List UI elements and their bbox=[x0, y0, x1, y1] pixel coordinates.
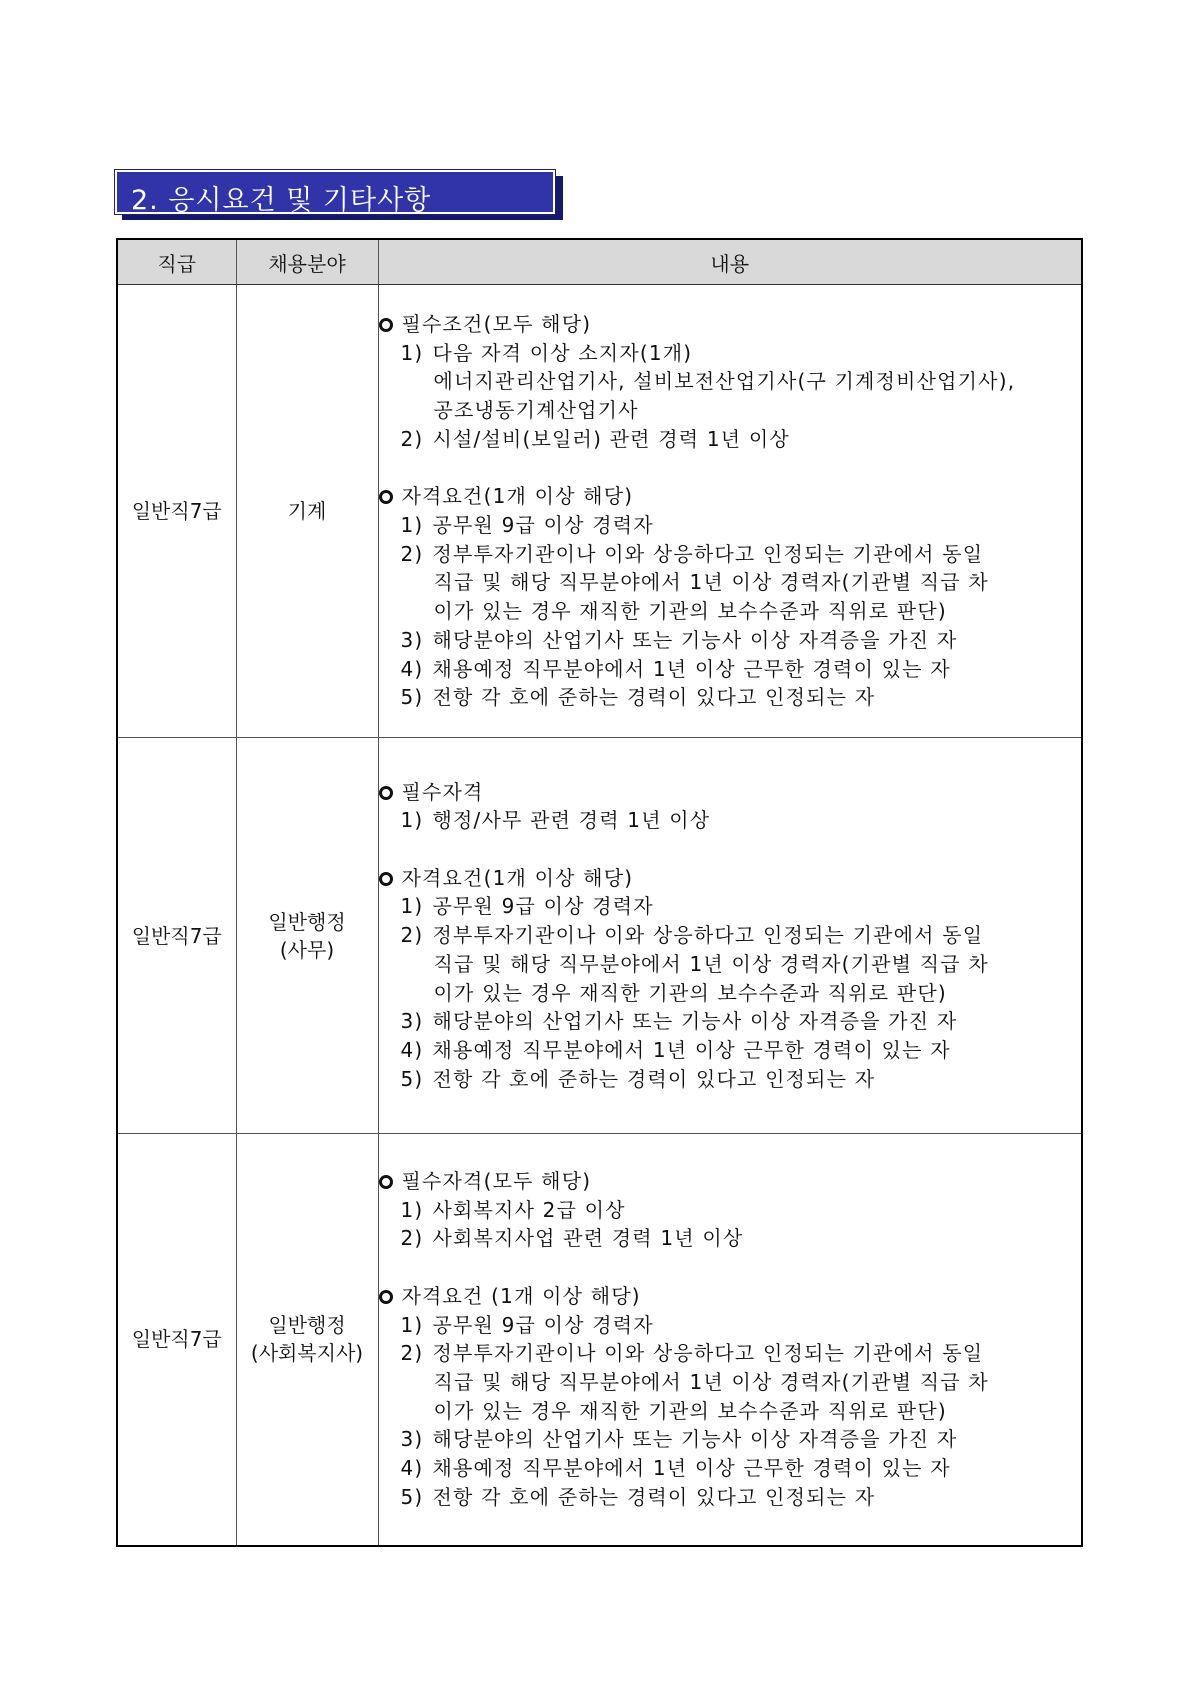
item-number: 1) bbox=[400, 894, 424, 919]
requirement-item bbox=[379, 921, 1082, 950]
requirement-item bbox=[379, 626, 1082, 655]
header-grade: 직급 bbox=[117, 239, 236, 285]
grade-cell: 일반직7급 bbox=[117, 285, 236, 738]
group-spacer bbox=[379, 835, 1082, 864]
table-row bbox=[117, 738, 1082, 1134]
item-text: 전항 각 호에 준하는 경력이 있다고 인정되는 자 bbox=[432, 685, 876, 710]
requirement-item bbox=[379, 655, 1082, 684]
item-number: 2) bbox=[400, 1226, 424, 1251]
requirement-group-title bbox=[379, 310, 1082, 339]
section-title: 2. 응시요건 및 기타사항 bbox=[131, 185, 432, 216]
item-number: 4) bbox=[400, 656, 424, 681]
group-spacer bbox=[379, 1253, 1082, 1282]
item-text: 전항 각 호에 준하는 경력이 있다고 인정되는 자 bbox=[432, 1066, 876, 1091]
item-text: 채용예정 직무분야에서 1년 이상 근무한 경력이 있는 자 bbox=[432, 1456, 951, 1481]
field-line: (사회복지사) bbox=[250, 1341, 364, 1366]
item-number: 1) bbox=[400, 1197, 424, 1222]
item-number: 2) bbox=[400, 426, 424, 451]
field-line: 기계 bbox=[287, 499, 327, 523]
table-body bbox=[117, 285, 1082, 1546]
requirement-item bbox=[379, 1196, 1082, 1225]
item-text: 공무원 9급 이상 경력자 bbox=[432, 894, 654, 919]
item-text: 채용예정 직무분야에서 1년 이상 근무한 경력이 있는 자 bbox=[432, 1037, 951, 1062]
item-text-continuation: 에너지관리산업기사, 설비보전산업기사(구 기계정비산업기사), bbox=[433, 369, 1016, 394]
item-number: 5) bbox=[400, 685, 424, 710]
item-number: 1) bbox=[400, 512, 424, 537]
banner-box bbox=[115, 170, 555, 214]
requirement-item bbox=[379, 1425, 1082, 1454]
table-row bbox=[117, 285, 1082, 738]
requirement-item bbox=[379, 1339, 1082, 1368]
content-cell bbox=[378, 738, 1082, 1134]
item-text-continuation: 이가 있는 경우 재직한 기관의 보수수준과 직위로 판단) bbox=[433, 980, 947, 1005]
item-text: 전항 각 호에 준하는 경력이 있다고 인정되는 자 bbox=[432, 1484, 876, 1509]
requirement-group-title bbox=[379, 1167, 1082, 1196]
group-title-text: 자격요건(1개 이상 해당) bbox=[401, 484, 634, 509]
item-text: 공무원 9급 이상 경력자 bbox=[432, 512, 654, 537]
item-text: 다음 자격 이상 소지자(1개) bbox=[432, 340, 693, 365]
group-title-text: 자격요건(1개 이상 해당) bbox=[401, 865, 634, 890]
item-text: 사회복지사 2급 이상 bbox=[432, 1197, 626, 1222]
item-text-continuation: 이가 있는 경우 재직한 기관의 보수수준과 직위로 판단) bbox=[433, 599, 947, 624]
requirement-item bbox=[379, 1224, 1082, 1253]
requirement-group-title bbox=[379, 778, 1082, 807]
table-row bbox=[117, 1134, 1082, 1546]
item-text-continuation: 직급 및 해당 직무분야에서 1년 이상 경력자(기관별 직급 차 bbox=[433, 1369, 989, 1394]
item-number: 1) bbox=[400, 1312, 424, 1337]
requirement-item bbox=[379, 1311, 1082, 1340]
requirement-item bbox=[379, 1454, 1082, 1483]
requirement-group-title bbox=[379, 1282, 1082, 1311]
circle-bullet-icon bbox=[379, 872, 393, 886]
table-header-row bbox=[117, 239, 1082, 285]
header-field: 채용분야 bbox=[236, 239, 378, 285]
content-text bbox=[379, 310, 1082, 712]
circle-bullet-icon bbox=[379, 490, 393, 504]
group-title-text: 자격요건 (1개 이상 해당) bbox=[401, 1283, 641, 1308]
item-text: 해당분야의 산업기사 또는 기능사 이상 자격증을 가진 자 bbox=[432, 627, 958, 652]
requirement-item bbox=[379, 339, 1082, 368]
item-number: 1) bbox=[400, 808, 424, 833]
requirement-item bbox=[379, 540, 1082, 569]
item-number: 4) bbox=[400, 1456, 424, 1481]
grade-cell: 일반직7급 bbox=[117, 738, 236, 1134]
content-text bbox=[379, 778, 1082, 1094]
item-text: 공무원 9급 이상 경력자 bbox=[432, 1312, 654, 1337]
item-text: 해당분야의 산업기사 또는 기능사 이상 자격증을 가진 자 bbox=[432, 1427, 958, 1452]
item-number: 5) bbox=[400, 1066, 424, 1091]
item-text: 시설/설비(보일러) 관련 경력 1년 이상 bbox=[432, 426, 790, 451]
field-cell bbox=[236, 1134, 378, 1546]
item-text-continuation: 공조냉동기계산업기사 bbox=[433, 398, 639, 423]
content-cell bbox=[378, 1134, 1082, 1546]
item-number: 4) bbox=[400, 1037, 424, 1062]
requirement-item bbox=[379, 892, 1082, 921]
requirements-table bbox=[116, 238, 1083, 1547]
item-number: 5) bbox=[400, 1484, 424, 1509]
item-number: 2) bbox=[400, 1341, 424, 1366]
item-text-continuation: 직급 및 해당 직무분야에서 1년 이상 경력자(기관별 직급 차 bbox=[433, 951, 989, 976]
group-spacer bbox=[379, 454, 1082, 483]
item-number: 3) bbox=[400, 1009, 424, 1034]
requirement-item bbox=[379, 511, 1082, 540]
item-text-continuation: 직급 및 해당 직무분야에서 1년 이상 경력자(기관별 직급 차 bbox=[433, 570, 989, 595]
item-text: 해당분야의 산업기사 또는 기능사 이상 자격증을 가진 자 bbox=[432, 1009, 958, 1034]
item-text: 정부투자기관이나 이와 상응하다고 인정되는 기관에서 동일 bbox=[432, 1341, 984, 1366]
item-text: 행정/사무 관련 경력 1년 이상 bbox=[432, 808, 711, 833]
requirement-item bbox=[379, 425, 1082, 454]
requirement-item bbox=[379, 1007, 1082, 1036]
requirement-item bbox=[379, 1036, 1082, 1065]
requirement-item bbox=[379, 1483, 1082, 1512]
grade-cell: 일반직7급 bbox=[117, 1134, 236, 1546]
group-title-text: 필수자격 bbox=[401, 779, 484, 804]
item-text-continuation: 이가 있는 경우 재직한 기관의 보수수준과 직위로 판단) bbox=[433, 1398, 947, 1423]
item-number: 1) bbox=[400, 340, 424, 365]
circle-bullet-icon bbox=[379, 318, 393, 332]
field-line: (사무) bbox=[279, 937, 335, 962]
requirement-group-title bbox=[379, 482, 1082, 511]
item-text: 정부투자기관이나 이와 상응하다고 인정되는 기관에서 동일 bbox=[432, 541, 984, 566]
circle-bullet-icon bbox=[379, 1290, 393, 1304]
group-title-text: 필수자격(모두 해당) bbox=[401, 1169, 592, 1194]
section-banner bbox=[115, 170, 563, 220]
content-cell bbox=[378, 285, 1082, 738]
field-line: 일반행정 bbox=[268, 1313, 346, 1338]
requirement-item bbox=[379, 1065, 1082, 1094]
field-cell bbox=[236, 738, 378, 1134]
circle-bullet-icon bbox=[379, 1175, 393, 1189]
item-number: 3) bbox=[400, 627, 424, 652]
requirement-group-title bbox=[379, 864, 1082, 893]
field-cell bbox=[236, 285, 378, 738]
requirement-item bbox=[379, 806, 1082, 835]
item-number: 2) bbox=[400, 541, 424, 566]
item-number: 3) bbox=[400, 1427, 424, 1452]
group-title-text: 필수조건(모두 해당) bbox=[401, 312, 592, 337]
item-text: 사회복지사업 관련 경력 1년 이상 bbox=[432, 1226, 744, 1251]
circle-bullet-icon bbox=[379, 786, 393, 800]
header-content: 내용 bbox=[378, 239, 1082, 285]
requirement-item bbox=[379, 683, 1082, 712]
item-text: 채용예정 직무분야에서 1년 이상 근무한 경력이 있는 자 bbox=[432, 656, 951, 681]
content-text bbox=[379, 1167, 1082, 1511]
item-text: 정부투자기관이나 이와 상응하다고 인정되는 기관에서 동일 bbox=[432, 923, 984, 948]
field-line: 일반행정 bbox=[268, 909, 346, 934]
item-number: 2) bbox=[400, 923, 424, 948]
